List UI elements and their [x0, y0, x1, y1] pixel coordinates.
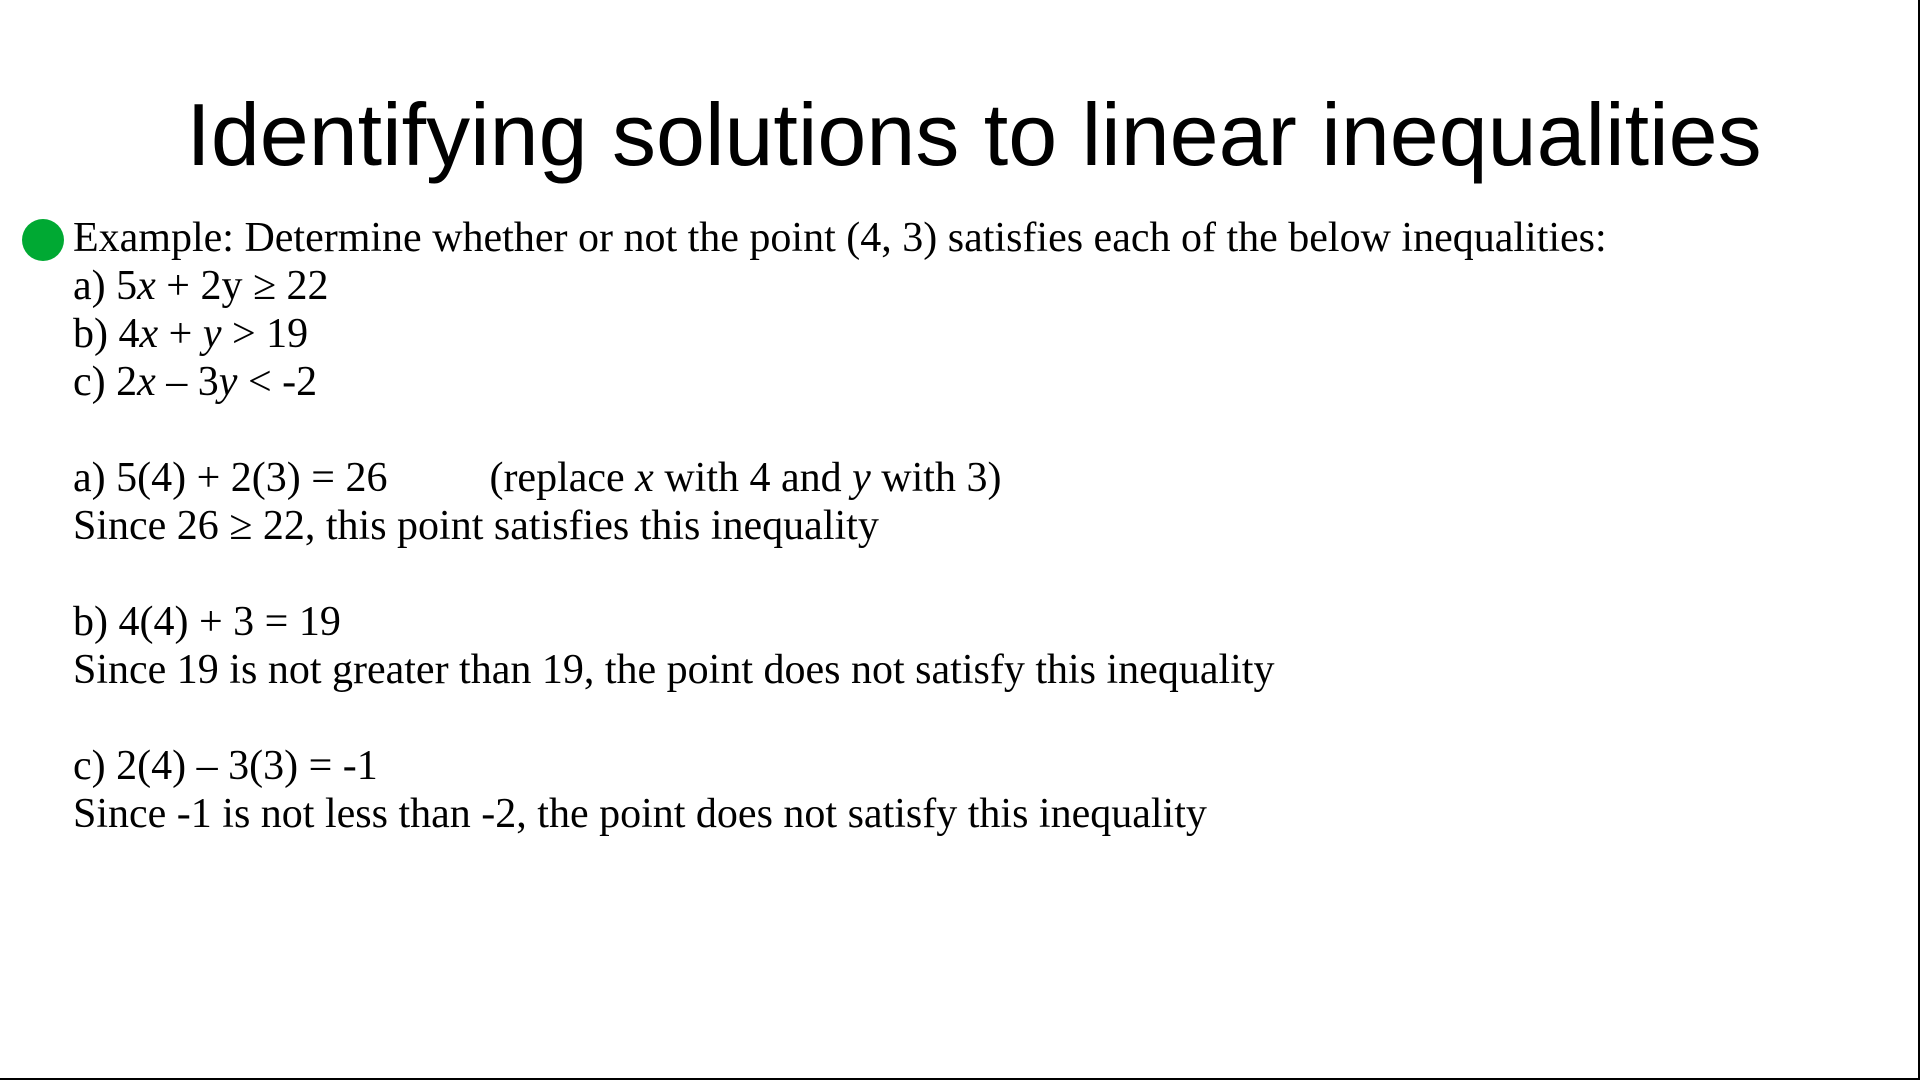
inequality-a-rest: + 2y ≥ 22 [155, 263, 329, 309]
bullet-icon [22, 219, 64, 261]
slide-title: Identifying solutions to linear inequalities [186, 85, 1762, 184]
spacer [73, 694, 1607, 742]
solution-a-note-start: (replace [489, 455, 636, 501]
variable-y: y [218, 359, 238, 405]
inequality-a-prefix: a) 5 [73, 263, 138, 309]
inequality-c-minus: – 3 [155, 359, 219, 405]
inequality-b-rest: > 19 [221, 311, 309, 357]
variable-x: x [139, 311, 159, 357]
variable-x: x [137, 263, 156, 309]
inequality-b [73, 310, 1607, 358]
intro-text: Example: Determine whether or not the point (4, 3) satisfies each of the below inequalities: [73, 215, 1607, 261]
inequality-b-plus: + [158, 311, 203, 357]
inequality-b-prefix: b) 4 [73, 311, 140, 357]
variable-x: x [635, 455, 654, 501]
solution-a-note-middle: with 4 and [653, 455, 853, 501]
slide-body [73, 214, 1607, 838]
variable-y: y [852, 455, 871, 501]
solution-c-calc: c) 2(4) – 3(3) = -1 [73, 743, 378, 789]
solution-b-conclusion: Since 19 is not greater than 19, the point does not satisfy this inequality [73, 647, 1275, 693]
spacer [73, 406, 1607, 454]
inequality-c [73, 358, 1607, 406]
inequality-c-rest: < -2 [237, 359, 318, 405]
solution-c-conclusion: Since -1 is not less than -2, the point does not satisfy this inequality [73, 791, 1207, 837]
inequality-a [73, 262, 1607, 310]
spacer [73, 550, 1607, 598]
solution-a-conclusion: Since 26 ≥ 22, this point satisfies this inequality [73, 503, 879, 549]
solution-b-calc: b) 4(4) + 3 = 19 [73, 599, 341, 645]
solution-a-calc [73, 454, 1607, 502]
solution-a-note-end: with 3) [870, 455, 1002, 501]
variable-x: x [137, 359, 156, 405]
solution-a-equation: a) 5(4) + 2(3) = 26 [73, 455, 388, 501]
variable-y: y [202, 311, 222, 357]
inequality-c-prefix: c) 2 [73, 359, 138, 405]
